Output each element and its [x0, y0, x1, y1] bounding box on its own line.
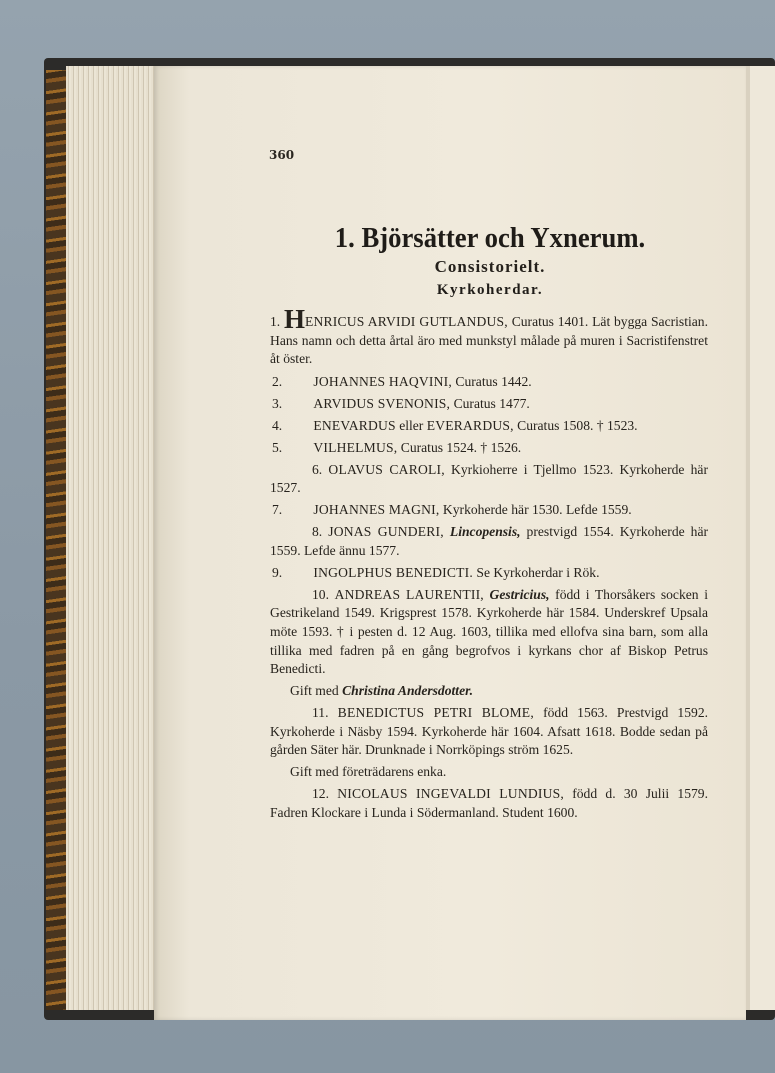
entry-number: 7. — [272, 502, 283, 518]
entry-name: ENEVARDUS — [313, 417, 396, 433]
entry-10-marriage — [270, 682, 708, 701]
page-title: 1. Björsätter och Yxnerum. — [334, 222, 646, 254]
entry-text: född d. 30 Julii 1579. Fadren Klockare i Lunda i Södermanland. Student 1600. — [270, 786, 708, 820]
entry-number: 1. — [270, 314, 281, 329]
entry-name: JONAS GUNDERI, — [328, 524, 444, 540]
entry-11-marriage: Gift med företrädarens enka. — [290, 764, 447, 780]
entry-12 — [270, 785, 708, 822]
entry-number: 12. — [312, 786, 329, 802]
spouse-name: Christina Andersdotter. — [342, 683, 474, 699]
entry-name: JOHANNES MAGNI, — [313, 502, 440, 518]
entry-11 — [270, 704, 708, 760]
entry-name-alt: EVERARDUS, — [426, 417, 514, 433]
entry-10 — [270, 586, 708, 679]
entry-conjunction: eller — [399, 417, 424, 433]
entry-origin: Lincopensis, — [449, 524, 521, 540]
entry-number: 3. — [272, 395, 283, 411]
entry-text: Curatus 1401. Lät bygga Sacristian. Hans namn och detta årtal äro med munkstyl målade på muren i Sacristifenstret åt öster. — [270, 314, 708, 367]
entry-origin: Gestricius, — [489, 586, 550, 602]
entry-1 — [270, 304, 708, 369]
entry-text: Curatus 1442. — [455, 373, 532, 389]
entry-text: Se Kyrkoherdar i Rök. — [476, 564, 600, 580]
marriage-label: Gift med — [290, 683, 339, 699]
entry-text: Curatus 1524. † 1526. — [400, 439, 522, 455]
entry-text: Curatus 1477. — [453, 395, 530, 411]
entry-name: OLAVUS CAROLI, — [328, 461, 445, 477]
entry-number: 2. — [272, 373, 283, 389]
entry-name: VILHELMUS, — [313, 439, 398, 455]
entry-text: Kyrkioherre i Tjellmo 1523. Kyrkoherde här 1527. — [270, 461, 708, 496]
section-heading: Kyrkoherdar. — [436, 282, 544, 298]
entry-name: ARVIDUS SVENONIS, — [313, 395, 451, 411]
entry-5 — [270, 439, 708, 458]
entry-4 — [270, 417, 708, 436]
page-edges-right — [744, 66, 775, 1010]
entry-name: JOHANNES HAQVINI, — [313, 373, 452, 389]
entry-name: BENEDICTUS PETRI BLOME, — [337, 705, 534, 721]
entry-number: 8. — [312, 524, 323, 540]
entry-text: född i Thorsåkers socken i Gestrikeland 1549. Krigsprest 1578. Kyrkoherde här 1584. Underskref Upsala möte 1593. † i pesten d. 12 Aug. 1603, tillika med ellofva sina barn, som alla tillika med fadren på en gång begrofvos i kyrkans chor af Biskop Petrus Benedicti. — [270, 586, 708, 677]
entry-number: 4. — [272, 417, 283, 433]
entries-body — [270, 304, 709, 826]
subtitle: Consistorielt. — [434, 257, 546, 276]
entry-name: ANDREAS LAURENTII, — [334, 586, 484, 602]
entry-text: Kyrkoherde här 1530. Lefde 1559. — [442, 502, 632, 518]
entry-number: 9. — [272, 564, 283, 580]
entry-number: 11. — [312, 705, 329, 721]
page-number: 360 — [269, 148, 295, 162]
entry-text: Curatus 1508. † 1523. — [517, 417, 638, 433]
entry-9 — [270, 564, 708, 583]
entry-number: 5. — [272, 439, 283, 455]
entry-3 — [270, 395, 708, 414]
entry-8 — [270, 523, 708, 560]
entry-6 — [270, 461, 708, 498]
entry-7 — [270, 501, 708, 520]
entry-text: född 1563. Prestvigd 1592. Kyrkoherde i Näsby 1594. Kyrkoherde här 1604. Afsatt 1618. Bodde sedan på gården Säter här. Drunknade i Norrköpings ström 1625. — [270, 705, 709, 758]
entry-number: 10. — [312, 586, 329, 602]
entry-name: INGOLPHUS BENEDICTI. — [313, 564, 473, 580]
entry-name: NICOLAUS INGEVALDI LUNDIUS, — [337, 786, 564, 802]
entry-text: prestvigd 1554. Kyrkoherde här 1559. Lefde ännu 1577. — [270, 524, 709, 558]
page-edges-left — [66, 66, 163, 1010]
entry-name: ENRICUS ARVIDI GUTLANDUS, — [305, 314, 508, 329]
entry-number: 6. — [312, 461, 323, 477]
entry-2 — [270, 373, 708, 392]
drop-cap: H — [283, 304, 305, 334]
